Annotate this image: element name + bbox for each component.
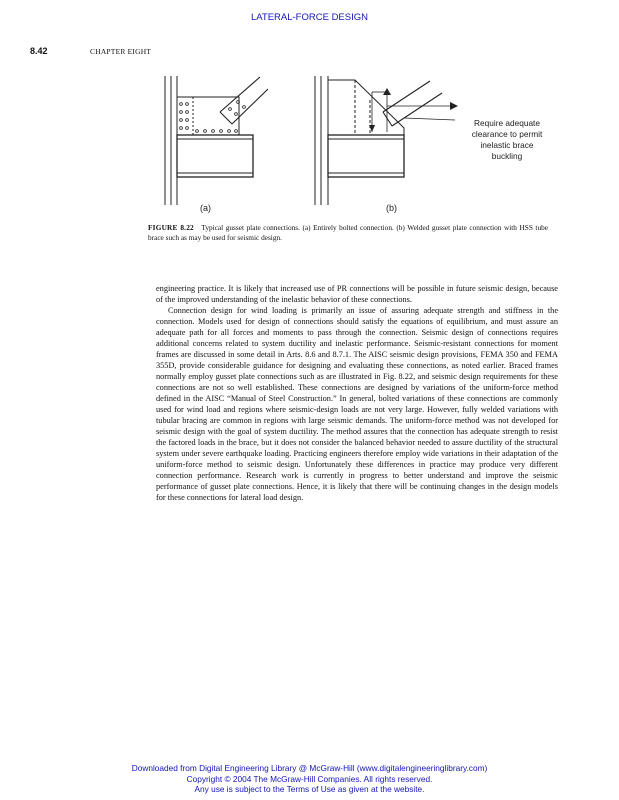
figure-label-a: (a) [200,203,211,213]
gusset-plate-b [328,80,404,135]
download-footer [0,763,619,795]
footer-line[interactable]: Downloaded from Digital Engineering Library @ McGraw-Hill (www.digitalengineeringlibrary.com) [131,763,488,773]
figure-caption [148,223,548,243]
arrow-2 [450,102,458,110]
beam-b [328,135,404,177]
beam-a [177,135,253,177]
note-line: inelastic brace [480,140,534,150]
body-text [156,283,558,503]
note-line: clearance to permit [471,129,543,139]
running-header: LATERAL-FORCE DESIGN [250,12,368,23]
gusset-connection-figure [160,70,460,210]
body-paragraph: Connection design for wind loading is primarily an issue of assuring adequate strength and stiffness in the connection. Models used for design of connections should satisfy the equations of equilibrium, and must assure an adequate path for all forces and moments to pass through the connection. Seismic design of connections requires additional concerns related to system ductility and inelastic performance. Seismic-resistant connections for moment frames are discussed in some detail in Arts. 8.6 and 8.7.1. The AISC seismic design provisions, FEMA 350 and FEMA 355D, provide considerable guidance for designing and evaluating these connections, as noted earlier. Braced frames normally employ gusset plate connections such as are illustrated in Fig. 8.22, and seismic design requirements for these connections are not so well established. These connections are designed by variations of the uniform-force method defined in the AISC “Manual of Steel Construction.” In general, bolted variations of these connections are commonly used for wind load and regions where seismic-design loads are not very large. However, fully welded variations with tubular bracing are common in regions with large seismic demands. The uniform-force method was not developed for seismic design with the goal of system ductility. The method assures that the connection has adequate strength to resist the factored loads in the brace, but it does not consider the balanced behavior needed to assure ductility of the structural system under severe earthquake loading. Practicing engineers therefore employ wide variations in their adaptation of the uniform-force method to seismic design. Unfortunately these differences in practice may produce very different connection performance. Research work is currently in progress to better understand and improve the seismic performance of gusset plate connections. Hence, it is likely that there will be continuing changes in the design models for these connections for lateral load design. [156,306,558,502]
note-line: Require adequate [474,118,540,128]
brace-a [220,77,268,124]
figure-label-b: (b) [386,203,397,213]
footer-line[interactable]: Any use is subject to the Terms of Use as given at the website. [194,784,425,794]
bolt-holes-a [180,101,246,133]
column-b [315,76,328,205]
arrow-1 [383,88,391,95]
page-number: 8.42 [30,46,48,56]
caption-text: Typical gusset plate connections. (a) Entirely bolted connection. (b) Welded gusset plate connection with HSS tube brace such as may be used for seismic design. [148,223,548,242]
column-a [165,76,177,205]
chapter-label: CHAPTER EIGHT [90,47,152,56]
caption-id: FIGURE 8.22 [148,223,194,232]
clearance-note [452,118,562,162]
footer-line: Copyright © 2004 The McGraw-Hill Companies. All rights reserved. [186,773,433,784]
note-line: buckling [491,151,523,161]
body-paragraph: engineering practice. It is likely that increased use of PR connections will be possible in future seismic design, because of the improved understanding of the inelastic behavior of these connections. [156,284,558,304]
